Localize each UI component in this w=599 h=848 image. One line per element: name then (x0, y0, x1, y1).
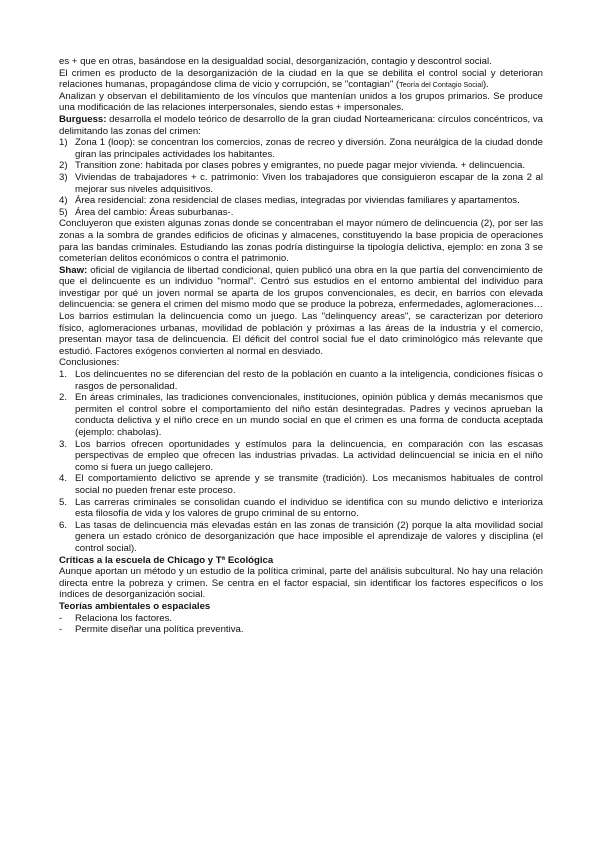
criticas-heading: Críticas a la escuela de Chicago y Tª Ecológica (59, 554, 274, 566)
list-number: 2. (59, 392, 68, 404)
list-item (59, 439, 543, 474)
list-item-text: Las carreras criminales se consolidan cuando el individuo se identifica con su mundo delictivo e interioriza esta filosofía de vida y los valores de grupo criminal de su entorno. (75, 496, 543, 520)
teorias-heading: Teorías ambientales o espaciales (59, 600, 211, 612)
list-item-text: El comportamiento delictivo se aprende y se transmite (tradición). Los mecanismos habituales de control social no pueden frenar este proceso. (75, 473, 543, 496)
list-item-text: Permite diseñar una política preventiva. (75, 624, 244, 636)
list-number: 5. (59, 496, 68, 508)
list-item-text: Área del cambio: Áreas suburbanas-. (75, 206, 234, 218)
list-item (59, 473, 543, 496)
list-item (59, 520, 543, 555)
list-number: 4) (59, 195, 68, 207)
contagio-note: Teoría del Contagio Social (399, 80, 484, 90)
list-number: 4. (59, 473, 68, 485)
teorias-list (59, 613, 543, 636)
list-item-text: Transition zone: habitada por clases pobres y emigrantes, no puede pagar mejor vivienda. + delincuencia. (75, 160, 526, 172)
list-item (59, 497, 543, 520)
list-item (59, 624, 543, 636)
list-item (59, 207, 543, 219)
zones-list (59, 137, 543, 218)
list-number: 1. (59, 369, 68, 381)
paragraph-contagio (59, 68, 543, 91)
paragraph-shaw (59, 265, 543, 358)
list-item-text: Las tasas de delincuencia más elevadas están en las zonas de transición (2) porque la alta movilidad social genera un estado crónico de desorganización que hace imposible el aprendizaje de valores y disciplina (el control social). (75, 519, 543, 554)
list-item-text: Área residencial: zona residencial de clases medias, integradas por viviendas familiares y apartamentos. (75, 195, 520, 207)
list-item (59, 160, 543, 172)
list-item-text: Los delincuentes no se diferencian del resto de la población en cuanto a la inteligencia, condiciones físicas o rasgos de personalidad. (75, 369, 543, 392)
paragraph-contagio-end: ). (483, 79, 489, 91)
list-number: 6. (59, 519, 68, 531)
document-page (59, 56, 543, 636)
list-number: 2) (59, 160, 68, 172)
burguess-text: desarrolla el modelo teórico de desarrollo de la gran ciudad Norteamericana: círculos concéntricos, va delimitando las zonas del crimen: (59, 113, 543, 137)
conclusiones-label: Conclusiones: (59, 357, 120, 369)
paragraph-contagio-text: El crimen es producto de la desorganización de la ciudad en la que se debilita el control social y deterioran relaciones humanas, propagándose clima de vicio y corrupción, se "contagian" ( (59, 67, 543, 91)
paragraph-vinculos: Analizan y observan el debilitamiento de los vínculos que mantenían unidos a los grupos primarios. Se produce una modificación de las relaciones interpersonales, siendo estas + impersonales. (59, 90, 543, 114)
list-number: 1) (59, 137, 68, 149)
list-number: 5) (59, 206, 68, 218)
paragraph-intro: es + que en otras, basándose en la desigualdad social, desorganización, contagio y descontrol social. (59, 56, 492, 67)
list-item-text: Viviendas de trabajadores + c. patrimonio: Viven los trabajadores que consiguieron escapar de la zona 2 al mejorar sus niveles adquisitivos. (75, 171, 543, 195)
list-number: 3) (59, 171, 68, 183)
shaw-label: Shaw: (59, 264, 88, 276)
conclusiones-list (59, 369, 543, 555)
paragraph-burguess (59, 114, 543, 137)
list-item-text: Los barrios ofrecen oportunidades y estímulos para la delincuencia, en comparación con las escasas perspectivas de empleo que ofrecen las industrias privadas. La actividad delincuencial se inicia en el niño como si fuera un juego callejero. (75, 438, 543, 473)
list-item (59, 369, 543, 392)
paragraph-criticas: Aunque aportan un método y un estudio de la política criminal, parte del análisis subcultural. No hay una relación directa entre la pobreza y crimen. Se centra en el factor espacial, sin identificar los factores específicos o los índices de desorganización social. (59, 566, 543, 601)
paragraph-concluyeron: Concluyeron que existen algunas zonas donde se concentraban el mayor número de delincuencia (2), por ser las zonas a la sombra de grandes edificios de oficinas y almacenes, constituyendo la base propicia de operaciones para las bandas criminales. Estudiando las zonas podría distinguirse la tipología delictiva, ejemplo: en zona 3 se cometerían delitos económicos o contra el patrimonio. (59, 218, 543, 265)
list-item (59, 613, 543, 625)
list-dash: - (59, 624, 63, 636)
list-item (59, 392, 543, 438)
list-item (59, 172, 543, 195)
list-item-text: En áreas criminales, las tradiciones convencionales, instituciones, opinión pública y demás mecanismos que permiten el control sobre el comportamiento del niño están desintegradas. Padres y vecinos aprueban la conducta delictiva y el niño crece en un mundo social en que el crimen es una forma de conducta aceptada (ejemplo: chabolas). (75, 392, 543, 438)
list-dash: - (59, 612, 63, 624)
list-item (59, 137, 543, 160)
list-item (59, 195, 543, 207)
list-item-text: Relaciona los factores. (75, 612, 173, 624)
shaw-text: oficial de vigilancia de libertad condicional, quien publicó una obra en la que partía del convencimiento de que el delincuente es un individuo "normal". Centró sus estudios en el entorno ambiental del individuo para investigar por qué un joven normal se aparta de los grupos convencionales, es decir, en barrios con elevada delincuencia: se genera el crimen del mismo modo que se produce la pobreza, enfermedades, aglomeraciones… Los barrios estimulan la delincuencia como un juego. Las "delinquency areas", se caracterizan por deterioro físico, aglomeraciones urbanas, movilidad de población y próximas a las áreas de la industria y el comercio, presentan mayor tasa de delincuencia. El déficit del control social fue el dato criminológico más relevante que estudió. Factores exógenos convierten al normal en desviado. (59, 264, 543, 357)
burguess-label: Burguess: (59, 113, 107, 125)
list-number: 3. (59, 438, 68, 450)
list-item-text: Zona 1 (loop): se concentran los comercios, zonas de recreo y diversión. Zona neurálgica de la ciudad donde giran las principales actividades los habitantes. (75, 137, 543, 160)
